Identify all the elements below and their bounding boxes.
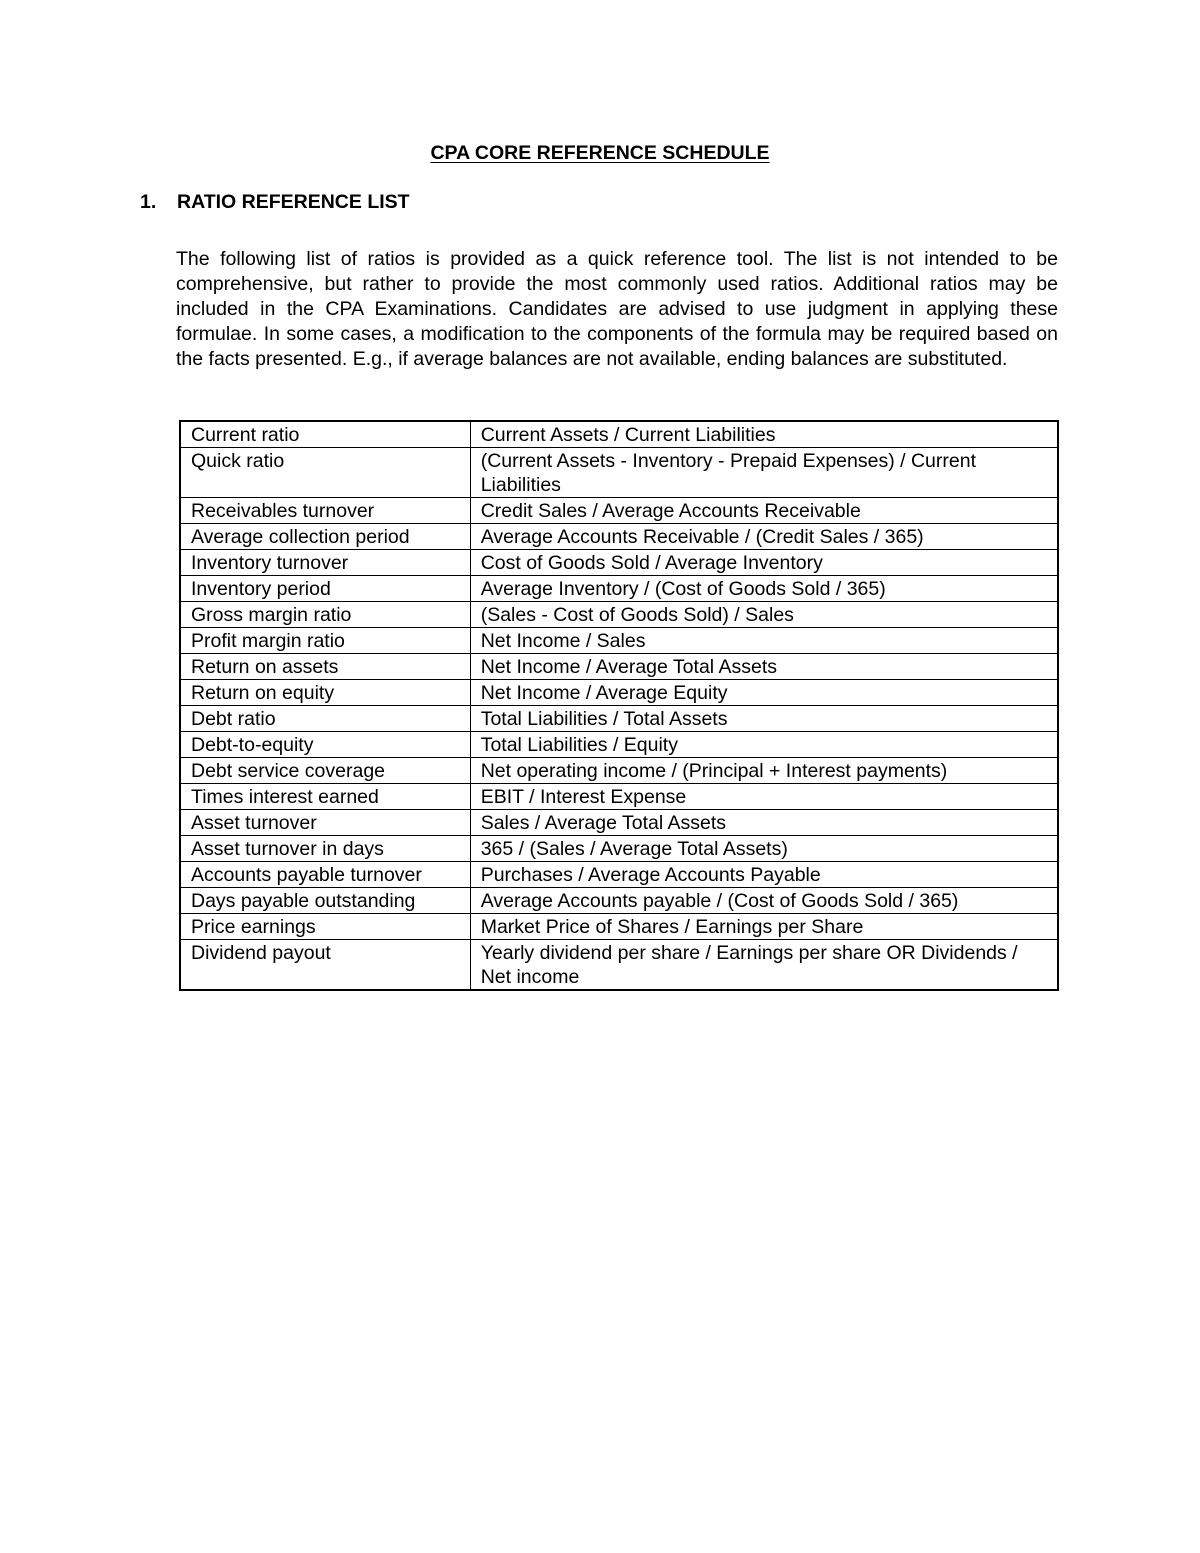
table-row <box>180 888 1058 914</box>
ratio-name-cell: Debt service coverage <box>180 758 470 784</box>
section-number: 1. <box>140 191 157 213</box>
ratio-formula-cell: Total Liabilities / Total Assets <box>470 706 1058 732</box>
ratio-formula-cell: Total Liabilities / Equity <box>470 732 1058 758</box>
table-row <box>180 732 1058 758</box>
ratio-formula-cell: Purchases / Average Accounts Payable <box>470 862 1058 888</box>
ratio-name-cell: Asset turnover <box>180 810 470 836</box>
table-row <box>180 602 1058 628</box>
ratio-name-cell: Price earnings <box>180 914 470 940</box>
intro-paragraph: The following list of ratios is provided as a quick reference tool. The list is not intended to be comprehensive, but rather to provide the most commonly used ratios. Additional ratios may be included in the CPA Examinations. Candidates are advised to use judgment in applying these formulae. In some cases, a modification to the components of the formula may be required based on the facts presented. E.g., if average balances are not available, ending balances are substituted. <box>176 248 1058 370</box>
ratio-name-cell: Days payable outstanding <box>180 888 470 914</box>
table-row <box>180 810 1058 836</box>
ratio-formula-cell: (Current Assets - Inventory - Prepaid Expenses) / Current Liabilities <box>470 448 1058 498</box>
ratio-formula-cell: Average Accounts Receivable / (Credit Sales / 365) <box>470 524 1058 550</box>
ratio-formula-cell: Cost of Goods Sold / Average Inventory <box>470 550 1058 576</box>
ratio-name-cell: Profit margin ratio <box>180 628 470 654</box>
ratio-formula-cell: Credit Sales / Average Accounts Receivable <box>470 498 1058 524</box>
ratio-name-cell: Accounts payable turnover <box>180 862 470 888</box>
ratio-name-cell: Times interest earned <box>180 784 470 810</box>
ratio-name-cell: Debt ratio <box>180 706 470 732</box>
table-row <box>180 524 1058 550</box>
table-row <box>180 576 1058 602</box>
section-heading-label: RATIO REFERENCE LIST <box>177 191 410 213</box>
ratio-name-cell: Current ratio <box>180 421 470 448</box>
table-row <box>180 550 1058 576</box>
ratio-name-cell: Debt-to-equity <box>180 732 470 758</box>
ratio-formula-cell: 365 / (Sales / Average Total Assets) <box>470 836 1058 862</box>
ratio-name-cell: Dividend payout <box>180 940 470 991</box>
table-row <box>180 421 1058 448</box>
table-row <box>180 914 1058 940</box>
table-row <box>180 758 1058 784</box>
ratio-name-cell: Inventory period <box>180 576 470 602</box>
ratio-formula-cell: EBIT / Interest Expense <box>470 784 1058 810</box>
ratio-formula-cell: Net Income / Average Equity <box>470 680 1058 706</box>
ratio-formula-cell: Average Inventory / (Cost of Goods Sold / 365) <box>470 576 1058 602</box>
table-row <box>180 680 1058 706</box>
ratio-formula-cell: Market Price of Shares / Earnings per Share <box>470 914 1058 940</box>
ratio-formula-cell: Average Accounts payable / (Cost of Goods Sold / 365) <box>470 888 1058 914</box>
ratio-name-cell: Asset turnover in days <box>180 836 470 862</box>
ratio-formula-cell: Net operating income / (Principal + Interest payments) <box>470 758 1058 784</box>
table-row <box>180 836 1058 862</box>
ratio-table-body <box>180 421 1058 990</box>
table-row <box>180 862 1058 888</box>
ratio-name-cell: Return on assets <box>180 654 470 680</box>
table-row <box>180 628 1058 654</box>
table-row <box>180 706 1058 732</box>
ratio-formula-cell: (Sales - Cost of Goods Sold) / Sales <box>470 602 1058 628</box>
ratio-name-cell: Inventory turnover <box>180 550 470 576</box>
ratio-formula-cell: Net Income / Average Total Assets <box>470 654 1058 680</box>
ratio-table <box>179 420 1059 991</box>
ratio-formula-cell: Sales / Average Total Assets <box>470 810 1058 836</box>
ratio-name-cell: Average collection period <box>180 524 470 550</box>
ratio-name-cell: Quick ratio <box>180 448 470 498</box>
ratio-formula-cell: Current Assets / Current Liabilities <box>470 421 1058 448</box>
table-row <box>180 498 1058 524</box>
section-heading <box>140 191 410 214</box>
ratio-formula-cell: Net Income / Sales <box>470 628 1058 654</box>
ratio-name-cell: Return on equity <box>180 680 470 706</box>
ratio-name-cell: Receivables turnover <box>180 498 470 524</box>
table-row <box>180 448 1058 498</box>
ratio-formula-cell: Yearly dividend per share / Earnings per share OR Dividends / Net income <box>470 940 1058 991</box>
ratio-name-cell: Gross margin ratio <box>180 602 470 628</box>
table-row <box>180 654 1058 680</box>
table-row <box>180 940 1058 991</box>
page-title: CPA CORE REFERENCE SCHEDULE <box>430 142 770 164</box>
table-row <box>180 784 1058 810</box>
